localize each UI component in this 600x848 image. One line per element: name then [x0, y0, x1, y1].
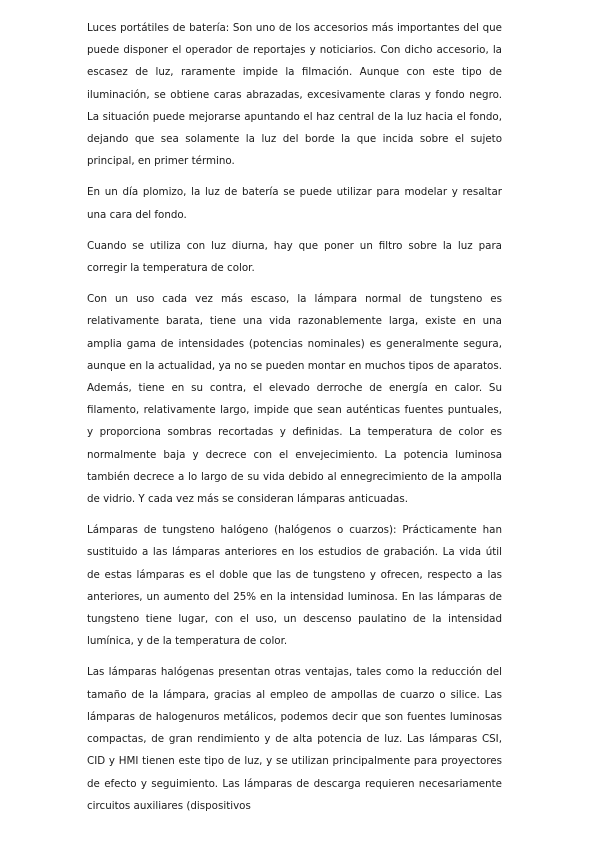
paragraph-portable-battery-lights: Luces portátiles de batería: Son uno de los accesorios más importantes del que puede disponer el operador de reportajes y noticiarios. Con dicho accesorio, la escasez de luz, raramente impide la filmación. Aunque con este tipo de iluminación, se obtiene caras abrazadas, excesivamente claras y fondo negro. La situación puede mejorarse apuntando el haz central de la luz hacia el fondo, dejando que sea solamente la luz del borde la que incida sobre el sujeto principal, en primer término. — [87, 22, 502, 168]
document-page — [87, 17, 502, 826]
paragraph-halogen-advantages: Las lámparas halógenas presentan otras ventajas, tales como la reducción del tamaño de la lámpara, gracias al empleo de ampollas de cuarzo o silice. Las lámparas de halogenuros metálicos, podemos decir que son fuentes luminosas compactas, de gran rendimiento y de alta potencia de luz. Las lámparas CSI, CID y HMI tienen este tipo de luz, y se utilizan principalmente para proyectores de efecto y seguimiento. Las lámparas de descarga requieren necesariamente circuitos auxiliares (dispositivos — [87, 666, 502, 812]
paragraph-tungsten-halogen: Lámparas de tungsteno halógeno (halógenos o cuarzos): Prácticamente han sustituido a las lámparas anteriores en los estudios de grabación. La vida útil de estas lámparas es el doble que las de tungsteno y ofrecen, respecto a las anteriores, un aumento del 25% en la intensidad luminosa. En las lámparas de tungsteno tiene lugar, con el uso, un descenso paulatino de la intensidad lumínica, y de la temperatura de color. — [87, 524, 502, 648]
paragraph-tungsten-lamp: Con un uso cada vez más escaso, la lámpara normal de tungsteno es relativamente barata, tiene una vida razonablemente larga, existe en una amplia gama de intensidades (potencias nominales) es generalmente segura, aunque en la actualidad, ya no se pueden montar en muchos tipos de aparatos. Además, tiene en su contra, el elevado derroche de energía en calor. Su filamento, relativamente largo, impide que sean auténticas fuentes puntuales, y proporciona sombras recortadas y definidas. La temperatura de color es normalmente baja y decrece con el envejecimiento. La potencia luminosa también decrece a lo largo de su vida debido al ennegrecimiento de la ampolla de vidrio. Y cada vez más se consideran lámparas anticuadas. — [87, 293, 502, 506]
paragraph-overcast-day: En un día plomizo, la luz de batería se puede utilizar para modelar y resaltar una cara del fondo. — [87, 186, 502, 221]
paragraph-daylight-filter: Cuando se utiliza con luz diurna, hay que poner un filtro sobre la luz para corregir la temperatura de color. — [87, 239, 502, 275]
